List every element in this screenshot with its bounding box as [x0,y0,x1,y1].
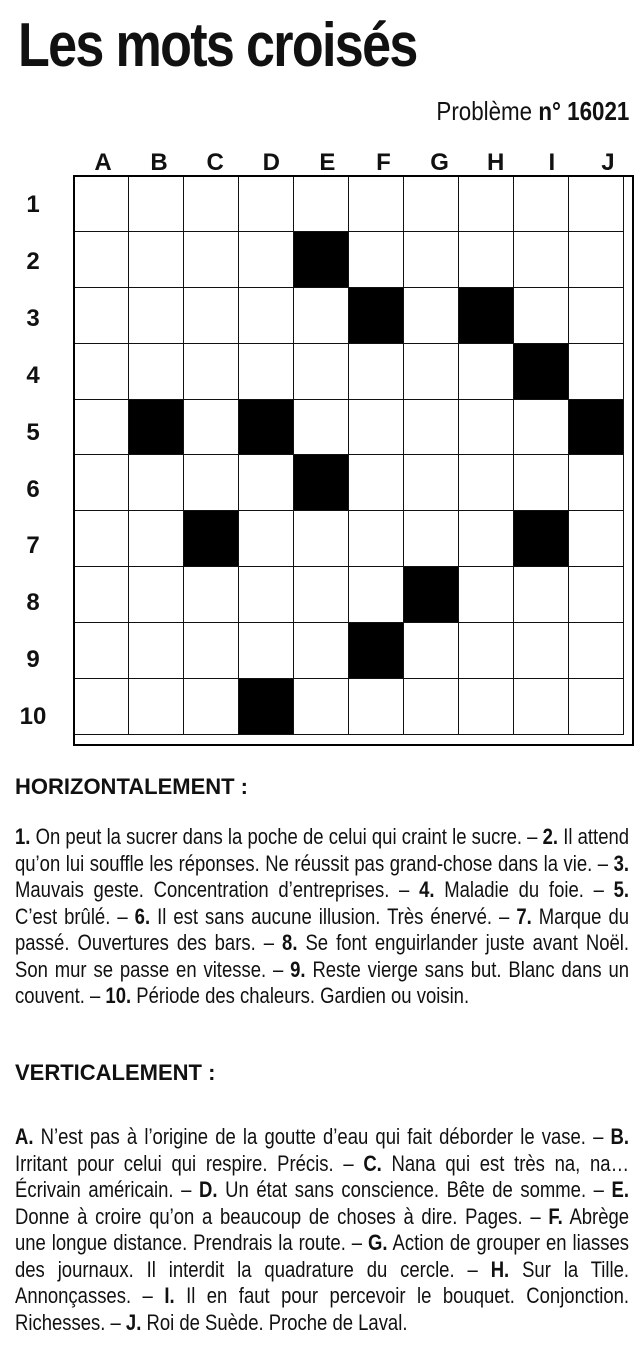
grid-row [74,343,624,399]
grid-cell[interactable] [349,567,404,623]
column-label: B [150,149,168,176]
row-label: 8 [26,589,40,617]
page-title: Les mots croisés [18,11,417,80]
grid-cell[interactable] [294,679,349,735]
grid-cell[interactable] [514,231,569,287]
grid-cell[interactable] [294,567,349,623]
grid-cell[interactable] [569,287,624,343]
grid-cell[interactable] [514,679,569,735]
grid-cell[interactable] [459,399,514,455]
clue-text: Marque du passé. Ouvertures des bars. [15,903,630,955]
black-cell [514,343,569,399]
grid-cell[interactable] [239,287,294,343]
grid-cell[interactable] [74,343,129,399]
black-cell [239,679,294,735]
grid-cell[interactable] [404,679,459,735]
grid-cell[interactable] [514,623,569,679]
grid-cell[interactable] [514,399,569,455]
vertical-heading: VERTICALEMENT : [15,1060,216,1085]
grid-cell[interactable] [74,176,129,232]
grid-cell[interactable] [569,623,624,679]
clue-text: Abrège une longue distance. Prendrais la route. [15,1203,630,1255]
clue-text: Roi de Suède. Proche de Laval. [146,1309,408,1335]
grid-cell[interactable] [74,231,129,287]
black-cell [514,511,569,567]
grid-cell[interactable] [459,455,514,511]
clue-number: 6. [134,903,151,929]
grid-cell[interactable] [239,455,294,511]
grid-cell[interactable] [349,455,404,511]
problem-label: Problème [436,96,532,126]
grid-cell[interactable] [294,343,349,399]
grid-cell[interactable] [459,567,514,623]
row-labels [0,177,72,746]
clue-number: 10. [105,983,132,1008]
clue-number: 3. [613,850,630,876]
grid-cell[interactable] [569,567,624,623]
clue-number: E. [611,1177,630,1202]
crossword-grid [73,175,624,735]
grid-cell[interactable] [129,343,184,399]
grid-cell[interactable] [74,287,129,343]
grid-cell[interactable] [239,567,294,623]
grid-cell[interactable] [459,679,514,735]
grid-cell[interactable] [129,679,184,735]
black-cell [239,399,294,455]
clue-text: Reste vierge sans but. Blanc dans un couvent. [15,956,630,1008]
grid-cell[interactable] [569,455,624,511]
clue-text: Il est sans aucune illusion. Très énervé. [157,903,493,929]
clue-text: Irritant pour celui qui respire. Précis. [15,1150,334,1176]
grid-cell[interactable] [459,176,514,232]
black-cell [129,399,184,455]
grid-cell[interactable] [239,623,294,679]
clue-text: Donne à croire qu’on a beaucoup de choses à dire. Pages. [15,1203,523,1229]
grid-cell[interactable] [514,176,569,232]
grid-cell[interactable] [569,679,624,735]
grid-cell[interactable] [569,511,624,567]
clue-text: N’est pas à l’origine de la goutte d’eau qui fait déborder le vase. [40,1124,586,1149]
column-label: H [487,149,505,176]
row-label: 3 [26,304,40,332]
row-label: 1 [26,191,40,218]
clue-number: 5. [613,877,630,902]
grid-cell[interactable] [184,455,239,511]
clue-number: 9. [290,956,306,982]
grid-cell[interactable] [404,287,459,343]
grid-cell[interactable] [294,287,349,343]
grid-row [74,623,624,679]
clue-text: Il en faut pour percevoir le bouquet. Conjonction. Richesses. [15,1283,630,1335]
grid-cell[interactable] [129,511,184,567]
clue-text: On peut la sucrer dans la poche de celui qui craint le sucre. [35,824,522,849]
grid-cell[interactable] [459,231,514,287]
horizontal-heading: HORIZONTALEMENT : [15,774,249,799]
clue-number: 7. [516,903,532,929]
grid-cell[interactable] [349,231,404,287]
grid-cell[interactable] [514,567,569,623]
grid-cell[interactable] [459,511,514,567]
clue-number: 4. [419,877,435,902]
column-label: C [206,149,224,176]
column-label: E [319,149,336,176]
black-cell [349,623,404,679]
grid-cell[interactable] [349,399,404,455]
grid-cell[interactable] [569,343,624,399]
black-cell [349,287,404,343]
clue-text: C’est brûlé. [15,903,111,929]
clue-number: G. [368,1230,388,1255]
grid-row [74,287,624,343]
row-label: 2 [26,247,40,275]
grid-cell[interactable] [349,511,404,567]
clue-number: 1. [15,824,31,849]
clue-number: F. [548,1203,563,1229]
black-cell [459,287,514,343]
grid-cell[interactable] [459,623,514,679]
grid-cell[interactable] [349,343,404,399]
clue-number: 8. [282,930,298,955]
clue-number: B. [610,1124,630,1149]
grid-cell[interactable] [239,231,294,287]
grid-cell[interactable] [129,231,184,287]
grid-cell[interactable] [184,567,239,623]
horizontal-clues: 1. On peut la sucrer dans la poche de celui qui craint le sucre. – 2. Il attend qu’on lui souffle les réponses. Ne réussit pas grand-chose dans la vie. – 3. Mauvais geste. Concentration d’entreprises. – 4. Maladie du foie. – 5. C’est brûlé. – 6. Il est sans aucune illusion. Très énervé. – 7. Marque du passé. Ouvertures des bars. – 8. Se font enguirlander juste avant Noël. Son mur se passe en vitesse. – 9. Reste vierge sans but. Blanc dans un couvent. – 10. Période des chaleurs. Gardien ou voisin. [15,824,630,1008]
row-label: 10 [19,703,47,731]
grid-cell[interactable] [74,679,129,735]
grid-cell[interactable] [404,176,459,232]
row-label: 5 [26,418,40,446]
row-label: 7 [26,532,40,560]
column-label: D [262,149,280,176]
grid-cell[interactable] [129,176,184,232]
grid-cell[interactable] [404,231,459,287]
grid-row [74,176,624,232]
clue-number: I. [164,1283,175,1308]
grid-row [74,399,624,455]
black-cell [404,567,459,623]
column-label: I [548,149,556,176]
black-cell [184,511,239,567]
grid-cell[interactable] [184,231,239,287]
grid-row [74,455,624,511]
grid-cell[interactable] [349,679,404,735]
grid-cell[interactable] [184,679,239,735]
grid-row [74,511,624,567]
clue-number: H. [490,1256,510,1282]
row-label: 4 [26,361,40,389]
clue-text: Action de grouper en liasses des journaux. Il interdit la quadrature du cercle. [15,1230,630,1282]
problem-number-value: 16021 [566,96,629,126]
grid-cell[interactable] [404,623,459,679]
grid-cell[interactable] [239,176,294,232]
grid-cell[interactable] [349,176,404,232]
black-cell [294,231,349,287]
grid-row [74,679,624,735]
grid-cell[interactable] [294,511,349,567]
grid-cell[interactable] [404,343,459,399]
grid-cell[interactable] [74,399,129,455]
grid-cell[interactable] [129,567,184,623]
column-label: F [376,149,391,176]
clue-number: J. [125,1309,142,1335]
clue-text: Période des chaleurs. Gardien ou voisin. [136,983,470,1008]
grid-cell[interactable] [184,399,239,455]
grid-cell[interactable] [74,623,129,679]
grid-cell[interactable] [129,623,184,679]
grid-cell[interactable] [184,623,239,679]
black-cell [294,455,349,511]
clue-text: Mauvais geste. Concentration d’entreprises. [15,877,390,902]
grid-cell[interactable] [569,231,624,287]
grid-cell[interactable] [294,623,349,679]
clue-text: Un état sans conscience. Bête de somme. [225,1177,587,1202]
grid-cell[interactable] [459,343,514,399]
column-label: G [430,149,449,176]
column-label: A [94,149,112,176]
grid-cell[interactable] [514,287,569,343]
grid-cell[interactable] [129,455,184,511]
grid-cell[interactable] [404,511,459,567]
clue-number: A. [15,1124,34,1149]
grid-cell[interactable] [184,176,239,232]
grid-cell[interactable] [404,399,459,455]
grid-cell[interactable] [129,287,184,343]
black-cell [569,399,624,455]
grid-cell[interactable] [74,455,129,511]
grid-cell[interactable] [569,176,624,232]
clue-text: Maladie du foie. [444,877,584,902]
row-label: 9 [26,646,40,674]
grid-cell[interactable] [239,511,294,567]
clue-number: D. [199,1177,218,1202]
grid-cell[interactable] [184,287,239,343]
grid-cell[interactable] [184,343,239,399]
grid-cell[interactable] [239,343,294,399]
clue-text: Sur la Tille. Annonçasses. [15,1256,630,1308]
column-label: J [601,149,615,176]
row-label: 6 [26,475,40,503]
vertical-clues: A. N’est pas à l’origine de la goutte d’eau qui fait déborder le vase. – B. Irritant pour celui qui respire. Précis. – C. Nana qui est très na, na… Écrivain américain. – D. Un état sans conscience. Bête de somme. – E. Donne à croire qu’on a beaucoup de choses à dire. Pages. – F. Abrège une longue distance. Prendrais la route. – G. Action de grouper en liasses des journaux. Il interdit la quadrature du cercle. – H. Sur la Tille. Annonçasses. – I. Il en faut pour percevoir le bouquet. Conjonction. Richesses. – J. Roi de Suède. Proche de Laval. [15,1124,630,1335]
clue-text: Il attend qu’on lui souffle les réponses. Ne réussit pas grand-chose dans la vie. [15,824,630,876]
grid-row [74,567,624,623]
grid-cell[interactable] [74,511,129,567]
clue-text: Nana qui est très na, na… Écrivain américain. [15,1150,630,1202]
clue-number: 2. [542,824,559,849]
grid-cell[interactable] [294,176,349,232]
clue-number: C. [363,1150,382,1176]
problem-number-prefix: n° [537,96,561,126]
grid-row [74,231,624,287]
clue-text: Se font enguirlander juste avant Noël. Son mur se passe en vitesse. [15,930,630,982]
grid-cell[interactable] [404,455,459,511]
grid-cell[interactable] [514,455,569,511]
grid-cell[interactable] [294,399,349,455]
problem-number [436,94,629,128]
grid-cell[interactable] [74,567,129,623]
